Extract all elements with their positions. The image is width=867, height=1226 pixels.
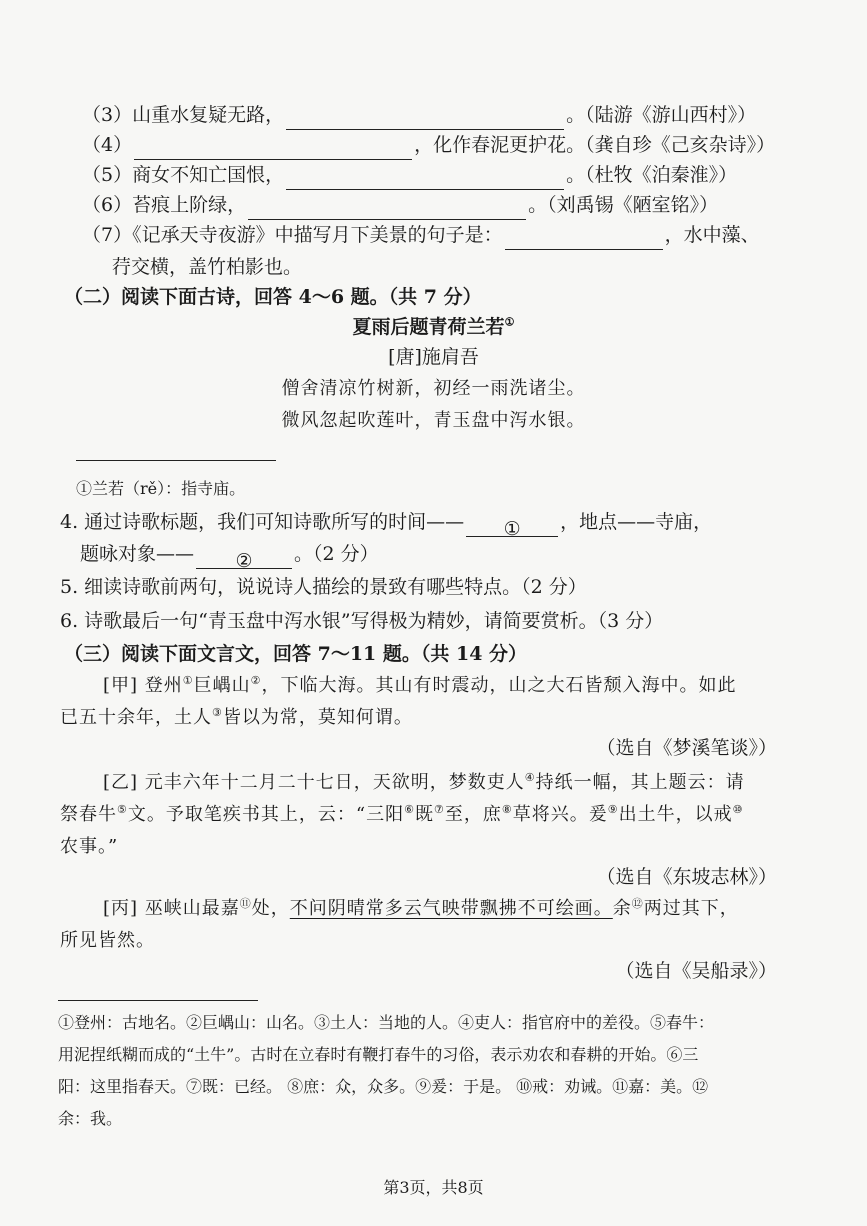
footnote-divider — [76, 460, 276, 461]
footnote-marker: ⑤ — [117, 803, 128, 816]
passage-bing-source: （选自《吴船录》） — [615, 960, 777, 982]
question-text-tail: ，水中藻、 — [664, 224, 760, 246]
question-text: 4. 通过诗歌标题，我们可知诗歌所写的时间—— — [60, 511, 465, 533]
question-source: 。（刘禹锡《陋室铭》） — [528, 194, 719, 216]
question-text: 商女不知亡国恨， — [132, 164, 285, 186]
poem-author: [唐]施肩吾 — [388, 346, 479, 368]
poem-title — [0, 312, 867, 342]
text: 处， — [251, 898, 290, 919]
question-text: ，地点——寺庙， — [560, 511, 713, 533]
question-text: 苔痕上阶绿， — [132, 194, 247, 216]
text: 巨嵎山 — [193, 675, 251, 696]
answer-blank[interactable] — [134, 137, 412, 160]
poem-line-2: 微风忽起吹莲叶，青玉盘中泻水银。 — [281, 410, 586, 431]
question-6: 6. 诗歌最后一句“青玉盘中泻水银”写得极为精妙，请简要赏析。（3 分） — [60, 610, 664, 632]
question-6-fill — [82, 190, 718, 220]
passage-jia-line-1 — [103, 671, 737, 701]
text: 文。予取笔疾书其上，云：“三阳 — [127, 804, 405, 825]
answer-blank[interactable] — [505, 227, 663, 250]
poem-line-1: 僧舍清凉竹树新，初经一雨洗诸尘。 — [281, 378, 586, 399]
question-number: （7） — [82, 224, 133, 246]
passage-bing-line-1 — [103, 894, 739, 924]
page-number: 第3页，共8页 — [383, 1178, 484, 1197]
text: 既 — [414, 804, 434, 825]
text: 已五十余年，土人 — [60, 707, 212, 728]
question-source: 。（陆游《游山西村》） — [566, 104, 757, 126]
notes-line-4: 余：我。 — [58, 1109, 123, 1128]
notes-divider — [58, 1000, 258, 1001]
answer-blank[interactable] — [286, 167, 564, 190]
answer-blank[interactable] — [286, 107, 564, 130]
text: [乙] 元丰六年十二月二十七日，天欲明，梦数吏人 — [103, 772, 525, 793]
text: 皆以为常，莫知何谓。 — [222, 707, 413, 728]
section-3-heading: （三）阅读下面文言文，回答 7～11 题。（共 14 分） — [64, 643, 528, 665]
text: ，下临大海。其山有时震动，山之大石皆颓入海中。如此 — [261, 675, 737, 696]
question-text: 题咏对象—— — [80, 543, 195, 565]
answer-blank-2[interactable] — [196, 546, 292, 572]
text: [丙] 巫峡山最嘉 — [103, 898, 240, 919]
answer-blank-1[interactable] — [466, 514, 558, 540]
poem-title-text: 夏雨后题青荷兰若 — [352, 316, 505, 338]
question-number: （5） — [82, 164, 133, 186]
text: 持纸一幅，其上题云：请 — [535, 772, 745, 793]
question-number: （4） — [82, 134, 133, 156]
footnote-marker: ⑫ — [631, 897, 644, 910]
passage-jia-line-2 — [60, 703, 413, 733]
footnote-marker: ⑨ — [607, 803, 619, 816]
footnote-marker: ⑥ — [404, 803, 415, 816]
question-number: （6） — [82, 194, 133, 216]
question-4 — [60, 507, 713, 540]
answer-blank[interactable] — [248, 197, 526, 220]
text: 祭春牛 — [60, 804, 117, 825]
footnote-marker: ⑪ — [239, 897, 252, 910]
notes-line-3: 阳：这里指春天。⑦既：已经。 ⑧庶：众，众多。⑨爰：于是。 ⑩戒：劝诫。⑪嘉：美。⑫ — [58, 1077, 709, 1096]
footnote-marker: ④ — [524, 771, 536, 784]
passage-jia-source: （选自《梦溪笔谈》） — [596, 737, 777, 759]
passage-yi-line-1 — [103, 768, 745, 798]
passage-bing-line-2: 所见皆然。 — [60, 930, 155, 951]
passage-yi-source: （选自《东坡志林》） — [596, 866, 777, 888]
question-score: 。（2 分） — [294, 543, 379, 565]
underlined-sentence: 不问阴晴常多云气映带飘拂不可绘画。 — [289, 898, 613, 919]
question-source: ，化作春泥更护花。（龚自珍《己亥杂诗》） — [414, 134, 776, 156]
question-source: 。（杜牧《泊秦淮》） — [566, 164, 738, 186]
text: 草将兴。爰 — [512, 804, 608, 825]
passage-yi-line-2 — [60, 800, 743, 830]
question-number: （3） — [82, 104, 133, 126]
footnote-1: ①兰若（rě）：指寺庙。 — [76, 479, 246, 498]
footnote-marker: ⑦ — [433, 803, 445, 816]
question-7-continuation: 荇交横，盖竹柏影也。 — [112, 256, 303, 278]
blank-label: ① — [503, 518, 521, 540]
question-5: 5. 细读诗歌前两句，说说诗人描绘的景致有哪些特点。（2 分） — [60, 576, 587, 598]
question-5-fill — [82, 160, 737, 190]
text: 余 — [612, 898, 632, 919]
footnote-marker: ② — [250, 674, 262, 687]
question-7-fill — [82, 220, 760, 250]
notes-line-2: 用泥捏纸糊而成的“土牛”。古时在立春时有鞭打春牛的习俗，表示劝农和春耕的开始。⑥三 — [58, 1045, 699, 1064]
notes-line-1: ①登州：古地名。②巨嵎山：山名。③土人：当地的人。④吏人：指官府中的差役。⑤春牛： — [58, 1013, 715, 1032]
passage-yi-line-3: 农事。” — [60, 836, 119, 857]
section-2-heading: （二）阅读下面古诗，回答 4～6 题。（共 7 分） — [64, 286, 482, 308]
question-4-fill — [82, 130, 775, 160]
text: 至，庶 — [444, 804, 502, 825]
blank-label: ② — [235, 550, 253, 572]
footnote-marker: ① — [504, 315, 515, 329]
question-text: 山重水复疑无路， — [132, 104, 285, 126]
question-3 — [82, 100, 756, 130]
text: 两过其下， — [643, 898, 739, 919]
footnote-marker: ⑩ — [732, 803, 744, 816]
footnote-marker: ③ — [212, 706, 223, 719]
text: 出土牛，以戒 — [618, 804, 733, 825]
question-text: 《记承天寺夜游》中描写月下美景的句子是： — [132, 224, 503, 246]
question-4-cont — [80, 539, 379, 572]
text: [甲] 登州 — [103, 675, 183, 696]
footnote-marker: ⑧ — [501, 803, 513, 816]
footnote-marker: ① — [182, 674, 194, 687]
